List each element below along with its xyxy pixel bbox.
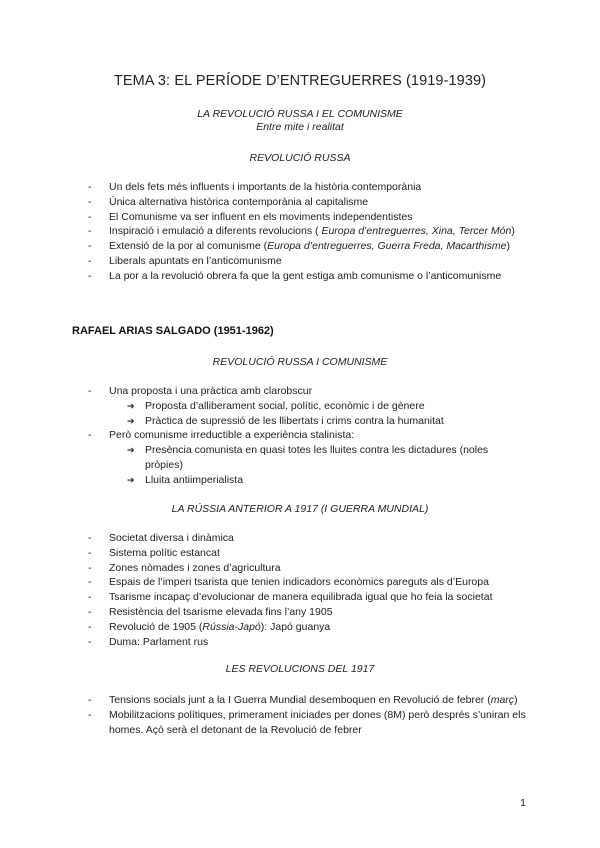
list-item [88,693,528,708]
author-heading: RAFAEL ARIAS SALGADO (1951-1962) [72,325,274,337]
section-heading-revolucio-russa: REVOLUCIÓ RUSSA [249,152,351,164]
sub-list-item [127,443,528,473]
sub-list-item [127,399,528,414]
sub-list [109,443,528,487]
item-text: Revolució de 1905 ( [109,620,203,633]
list-item: - Zones nòmades i zones d’agricultura [88,561,528,576]
sub-item-text: Proposta d’alliberament social, polític, econòmic i de gènere [145,399,425,412]
list-item: - Única alternativa històrica contemporània al capitalisme [88,195,528,210]
item-emphasis: març [490,694,515,706]
arrow-right-icon: ➔ [127,474,135,485]
list-item: - Resistència del tsarisme elevada fins l’any 1905 [88,605,528,620]
item-text: Però comunisme irreductible a experiència stalinista: [109,429,355,442]
page-number: 1 [520,797,526,809]
subtitle-sub: Entre mite i realitat [256,121,344,133]
item-text: Una proposta i una pràctica amb clarobscur [109,385,313,397]
section-heading-russia-anterior: LA RÚSSIA ANTERIOR A 1917 (I GUERRA MUNDIAL) [171,503,429,515]
list-item [88,239,528,254]
bullet-list-revolucio-russa [88,180,528,284]
list-item [88,620,528,635]
sub-item-text: Pràctica de supressió de les llibertats i crims contra la humanitat [145,414,444,427]
list-item: - Societat diversa i dinàmica [88,531,528,546]
section-heading-revolucions-1917: LES REVOLUCIONS DEL 1917 [225,663,375,675]
item-emphasis: Europa d’entreguerres, Xina, Tercer Món [321,225,512,238]
bullet-list-revolucions-1917 [88,693,528,737]
list-item: - Espais de l’imperi tsarista que tenien indicadors econòmics pareguts als d’Europa [88,575,528,590]
item-emphasis: Europa d’entreguerres, Guerra Freda, Macarthisme [267,240,507,253]
document-title: TEMA 3: EL PERÍODE D’ENTREGUERRES (1919-1939) [113,73,487,89]
section-heading-revolucio-comunisme: REVOLUCIÓ RUSSA I COMUNISME [212,356,388,368]
list-item: - Mobilitzacions polítiques, primerament iniciades per dones (8M) però després s’uniran els homes. Açò serà el detonant de la Revolució de febrer [88,708,528,738]
sub-list-item [127,414,528,429]
list-item: - Sistema polític estancat [88,546,528,561]
sub-list-item [127,473,528,488]
sub-item-text: Lluita antiimperialista [145,473,244,486]
item-text: Tensions socials junt a la I Guerra Mundial desemboquen en Revolució de febrer ( [109,694,491,706]
list-item [88,428,528,487]
item-text: ) [506,240,510,253]
subtitle-main: LA REVOLUCIÓ RUSSA I EL COMUNISME [197,108,403,120]
list-item: - El Comunisme va ser influent en els moviments independentistes [88,210,528,225]
list-item: - Liberals apuntats en l’anticomunisme [88,254,528,269]
sub-list [109,399,528,429]
list-item: - Un dels fets més influents i importants de la història contemporània [88,180,528,195]
item-text: Extensió de la por al comunisme ( [109,240,268,253]
bullet-list-revolucio-comunisme [88,384,528,488]
list-item: - Duma: Parlament rus [88,635,528,650]
item-text: ): Japó guanya [260,620,331,633]
item-emphasis: Rússia-Japó [202,620,261,633]
arrow-right-icon: ➔ [127,445,135,456]
item-text: Inspiració i emulació a diferents revolucions ( [109,225,322,238]
item-text: ) [514,694,518,706]
list-item [88,224,528,239]
list-item [88,384,528,428]
bullet-list-russia-anterior [88,531,528,649]
sub-item-text: Presència comunista en quasi totes les lluites contra les dictadures (noles pròpies) [145,444,489,471]
list-item: - La por a la revolució obrera fa que la gent estiga amb comunisme o l’anticomunisme [88,269,528,284]
list-item: - Tsarisme incapaç d’evolucionar de manera equilibrada igual que ho feia la societat [88,590,528,605]
arrow-right-icon: ➔ [127,400,135,411]
item-text: ) [511,225,515,238]
arrow-right-icon: ➔ [127,415,135,426]
